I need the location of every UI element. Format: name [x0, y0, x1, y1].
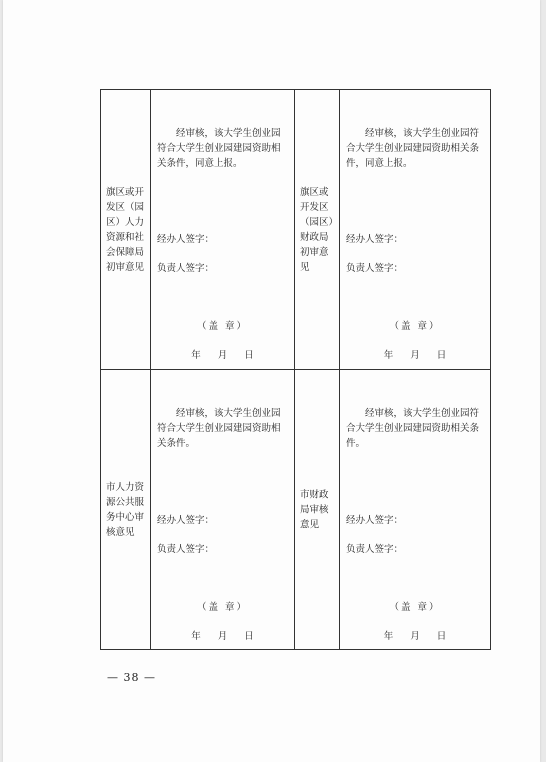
handler-signature: 经办人签字： — [157, 515, 215, 526]
label-cell-city-finance — [295, 370, 340, 650]
leader-signature: 负责人签字： — [346, 263, 404, 274]
handler-signature: 经办人签字： — [346, 515, 404, 526]
page-number: — 38 — — [107, 671, 156, 684]
opinion-cell-district-hr — [151, 90, 295, 370]
date-line: 年 月 日 — [383, 350, 447, 361]
opinion-cell-city-hr — [151, 370, 295, 650]
date-line: 年 月 日 — [191, 350, 254, 361]
label-district-finance: 旗区或开发区（园区）财政局初审意见 — [300, 186, 334, 273]
label-cell-city-hr — [101, 370, 151, 650]
handler-signature: 经办人签字： — [346, 234, 404, 245]
label-cell-district-hr — [101, 90, 151, 370]
label-city-hr: 市人力资源公共服务中心审核意见 — [106, 481, 145, 538]
date-line: 年 月 日 — [383, 631, 447, 642]
opinion-cell-district-finance — [340, 90, 491, 370]
label-cell-district-finance — [295, 90, 340, 370]
handler-signature: 经办人签字： — [157, 234, 215, 245]
leader-signature: 负责人签字： — [157, 544, 215, 555]
seal-label: （盖 章） — [389, 602, 441, 613]
review-statement: 经审核，该大学生创业园符合大学生创业园建园资助相关条件。 — [346, 408, 480, 449]
date-line: 年 月 日 — [191, 631, 254, 642]
review-statement: 经审核，该大学生创业园符合大学生创业园建园资助相关条件。 — [157, 408, 281, 449]
opinion-cell-city-finance — [340, 370, 491, 650]
leader-signature: 负责人签字： — [346, 544, 404, 555]
approval-form-table — [100, 89, 491, 650]
review-statement: 经审核，该大学生创业园符合大学生创业园建园资助相关条件，同意上报。 — [346, 128, 480, 169]
seal-label: （盖 章） — [389, 321, 441, 332]
document-page — [3, 0, 540, 762]
leader-signature: 负责人签字： — [157, 263, 215, 274]
approval-row-1 — [101, 90, 491, 370]
review-statement: 经审核，该大学生创业园符合大学生创业园建园资助相关条件，同意上报。 — [157, 128, 281, 169]
label-city-finance: 市财政局审核意见 — [300, 489, 329, 530]
label-district-hr: 旗区或开发区（园区）人力资源和社会保障局初审意见 — [106, 186, 145, 273]
seal-label: （盖 章） — [196, 602, 249, 613]
seal-label: （盖 章） — [196, 321, 249, 332]
approval-row-2 — [101, 370, 491, 650]
